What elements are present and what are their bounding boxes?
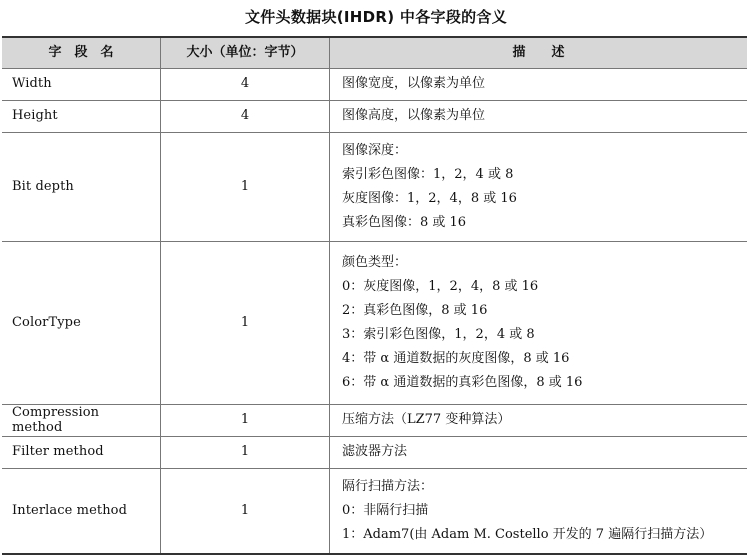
row-size: 1 [160,133,329,241]
row-size: 4 [160,69,329,100]
table-row [2,436,747,468]
table-row [2,241,747,404]
row-field-name: ColorType [12,314,81,330]
row-description [329,437,747,468]
table-row [2,132,747,241]
table-row [2,468,747,553]
description-line: 滤波器方法 [342,444,408,460]
row-size: 1 [160,405,329,436]
header-field-name: 字 段 名 [2,38,160,68]
description-line: 真彩色图像：8 或 16 [342,214,467,230]
description-line: 索引彩色图像：1，2，4 或 8 [342,166,514,182]
description-line: 1：Adam7(由 Adam M. Costello 开发的 7 遍隔行扫描方法） [342,526,713,542]
table-title: 文件头数据块(IHDR) 中各字段的含义 [244,8,508,26]
row-size: 1 [160,242,329,404]
header-description: 描 述 [329,38,747,68]
description-line: 颜色类型： [342,254,408,270]
row-size: 1 [160,437,329,468]
row-description [329,469,747,553]
description-line: 0：灰度图像，1，2，4，8 或 16 [342,278,539,294]
row-description [329,405,747,436]
row-description [329,69,747,100]
table-row [2,100,747,132]
row-size: 1 [160,469,329,553]
description-line: 灰度图像：1，2，4，8 或 16 [342,190,517,206]
description-line: 隔行扫描方法： [342,478,434,494]
table-row [2,404,747,436]
row-field-name: Height [12,108,58,124]
description-line: 6：带 α 通道数据的真彩色图像，8 或 16 [342,374,583,390]
row-field-name: Filter method [12,444,104,460]
description-line: 压缩方法（LZ77 变种算法） [342,412,511,428]
table-row [2,68,747,100]
row-description [329,133,747,241]
row-description [329,101,747,132]
row-field-name: Width [12,76,52,92]
description-line: 4：带 α 通道数据的灰度图像，8 或 16 [342,350,570,366]
description-line: 图像宽度，以像素为单位 [342,76,486,92]
description-line: 3：索引彩色图像，1，2，4 或 8 [342,326,535,342]
description-line: 0：非隔行扫描 [342,502,429,518]
description-line: 图像高度，以像素为单位 [342,108,486,124]
row-field-name: Bit depth [12,178,74,194]
row-description [329,242,747,404]
description-line: 2：真彩色图像，8 或 16 [342,302,488,318]
ihdr-table [2,36,747,555]
header-size: 大小（单位：字节） [160,38,329,68]
row-field-name: Compression method [12,405,100,435]
table-header-row [2,38,747,68]
description-line: 图像深度： [342,142,408,158]
row-size: 4 [160,101,329,132]
row-field-name: Interlace method [12,502,128,518]
